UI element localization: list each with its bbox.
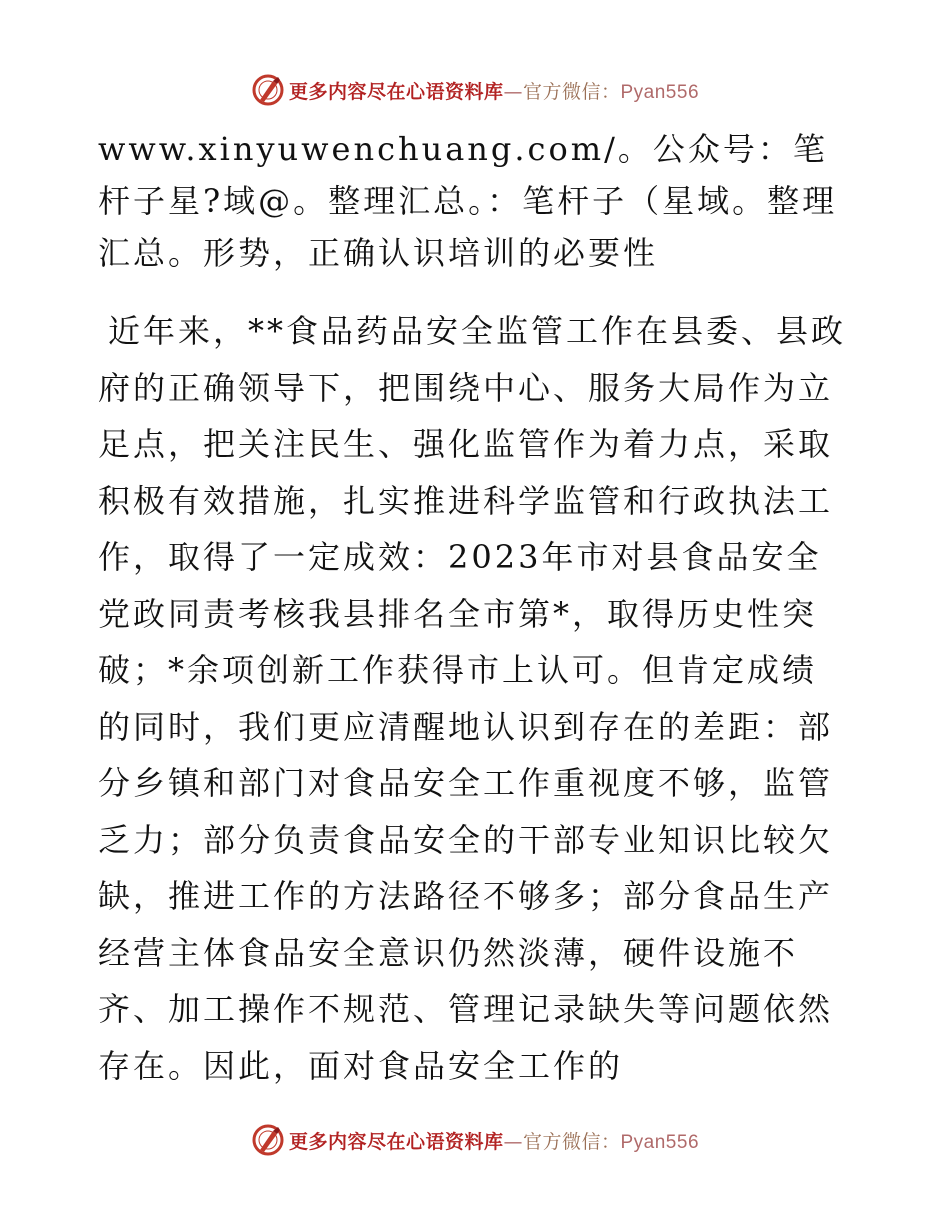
banner-wechat-id: Pyan556 [620, 1131, 700, 1153]
quill-pen-logo-icon [251, 1123, 285, 1157]
banner-prefix: 更多内容尽在心语资料库 [288, 80, 504, 103]
paragraph-1: www.xinyuwenchuang.com/。公众号：笔杆子星?域@。整理汇总。：笔杆子（星域。整理汇总。形势，正确认识培训的必要性 [98, 130, 838, 272]
banner-prefix: 更多内容尽在心语资料库 [288, 1130, 504, 1153]
banner-wechat-label: 官方微信： [522, 80, 621, 103]
quill-pen-logo-icon [251, 73, 285, 107]
banner-wechat-id: Pyan556 [620, 81, 700, 103]
banner-dash: — [503, 80, 523, 103]
banner-text [289, 1127, 699, 1154]
document-body [98, 123, 850, 1094]
banner-text [289, 77, 699, 104]
header-banner [0, 70, 950, 110]
footer-banner [0, 1120, 950, 1160]
banner-wechat-label: 官方微信： [522, 1130, 621, 1153]
paragraph-2: 近年来，**食品药品安全监管工作在县委、县政府的正确领导下，把围绕中心、服务大局作为立足点，把关注民生、强化监管作为着力点，采取积极有效措施，扎实推进科学监管和行政执法工作，取得了一定成效：2023年市对县食品安全党政同责考核我县排名全市第*，取得历史性突破；*余项创新工作获得市上认可。但肯定成绩的同时，我们更应清醒地认识到存在的差距：部分乡镇和部门对食品安全工作重视度不够，监管乏力；部分负责食品安全的干部专业知识比较欠缺，推进工作的方法路径不够多；部分食品生产经营主体食品安全意识仍然淡薄，硬件设施不齐、加工操作不规范、管理记录缺失等问题依然存在。因此，面对食品安全工作的 [98, 312, 847, 1085]
banner-dash: — [503, 1130, 523, 1153]
